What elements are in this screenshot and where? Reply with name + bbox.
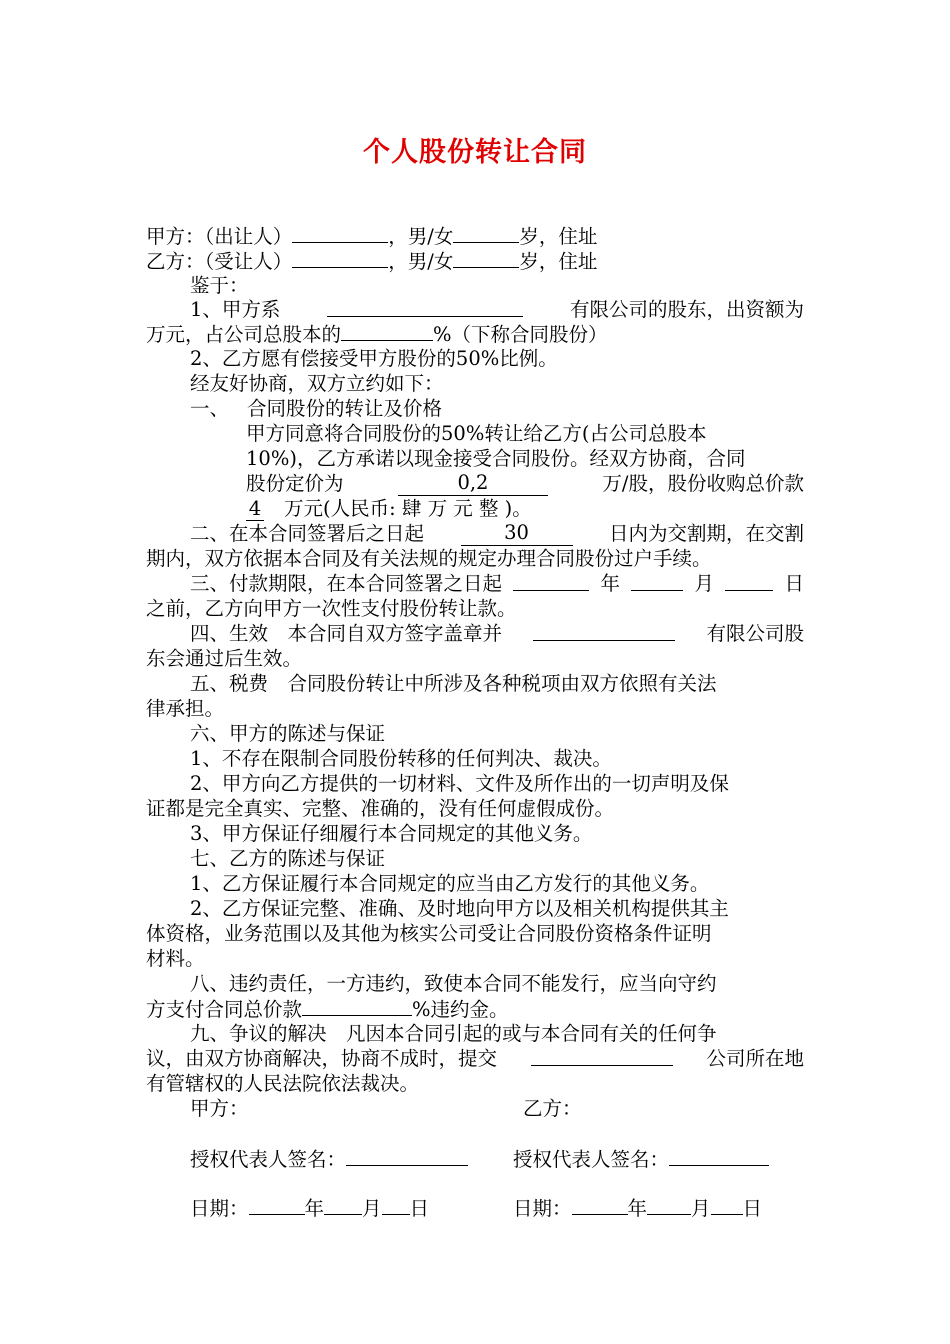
- section-7-point-1: 1、乙方保证履行本合同规定的应当由乙方发行的其他义务。: [190, 872, 710, 895]
- blank-pay-year[interactable]: [513, 572, 589, 591]
- sign-party-a-label: 甲方：: [190, 1097, 249, 1120]
- price-per-share[interactable]: 0,2: [398, 472, 548, 496]
- blank-pay-day[interactable]: [725, 572, 773, 591]
- blank-penalty-percent[interactable]: [302, 997, 412, 1016]
- section-7-title: 七、乙方的陈述与保证: [190, 847, 386, 870]
- section-5-line1: 五、税费 合同股份转让中所涉及各种税项由双方依照有关法: [190, 672, 717, 695]
- section-1-line3: 股份定价为 0,2 万/股，股份收购总价款: [246, 471, 804, 495]
- whereas-heading: 鉴于：: [190, 274, 249, 297]
- section-7-point-2-line1: 2、乙方保证完整、准确、及时地向甲方以及相关机构提供其主: [190, 897, 729, 920]
- section-6-point-2-line2: 证都是完全真实、完整、准确的，没有任何虚假成份。: [146, 797, 615, 820]
- party-b-rep-signature: 授权代表人签名：: [513, 1147, 769, 1172]
- section-6-point-2-line1: 2、甲方向乙方提供的一切材料、文件及所作出的一切声明及保: [190, 772, 729, 795]
- document-title: 个人股份转让合同: [363, 137, 587, 168]
- blank-party-a-year[interactable]: [249, 1196, 305, 1215]
- section-9-line2: 议，由双方协商解决，协商不成时，提交 公司所在地: [146, 1047, 804, 1070]
- section-6-point-1: 1、不存在限制合同股份转移的任何判决、裁决。: [190, 747, 612, 770]
- blank-party-b-age[interactable]: [453, 249, 519, 268]
- blank-share-percent[interactable]: [341, 322, 433, 341]
- section-9-line3: 有管辖权的人民法院依法裁决。: [146, 1072, 420, 1095]
- section-2-line2: 期内，双方依据本合同及有关法规的规定办理合同股份过户手续。: [146, 547, 712, 570]
- section-2-line1: 二、在本合同签署后之日起 30 日内为交割期，在交割: [190, 521, 804, 545]
- section-6-point-3: 3、甲方保证仔细履行本合同规定的其他义务。: [190, 822, 593, 845]
- section-9-line1: 九、争议的解决 凡因本合同引起的或与本合同有关的任何争: [190, 1022, 717, 1045]
- whereas-1-line2: 万元，占公司总股本的 %（下称合同股份）: [146, 323, 608, 346]
- section-1-title: 一、 合同股份的转让及价格: [190, 397, 443, 420]
- whereas-2: 2、乙方愿有偿接受甲方股份的50%比例。: [190, 347, 558, 370]
- blank-company-name[interactable]: [327, 298, 523, 317]
- section-3-line2: 之前，乙方向甲方一次性支付股份转让款。: [146, 597, 517, 620]
- party-a-rep-signature: 授权代表人签名：: [190, 1147, 468, 1172]
- section-4-line1: 四、生效 本合同自双方签字盖章并 有限公司股: [190, 622, 804, 645]
- section-7-point-2-line3: 材料。: [146, 947, 205, 970]
- section-4-line2: 东会通过后生效。: [146, 647, 303, 670]
- section-8-line1: 八、违约责任，一方违约，致使本合同不能发行，应当向守约: [190, 972, 717, 995]
- party-a-line: 甲方：（出让人） ，男/女 岁，住址: [146, 225, 598, 248]
- delivery-days[interactable]: 30: [461, 522, 573, 546]
- whereas-1-line1: 1、甲方系 有限公司的股东，出资额为: [190, 298, 804, 321]
- blank-party-a-day[interactable]: [382, 1196, 410, 1215]
- section-5-line2: 律承担。: [146, 697, 225, 720]
- section-7-point-2-line2: 体资格，业务范围以及其他为核实公司受让合同股份资格条件证明: [146, 922, 712, 945]
- section-3-line1: 三、付款期限，在本合同签署之日起 年 月 日: [190, 572, 804, 595]
- blank-pay-month[interactable]: [631, 572, 683, 591]
- blank-party-b-month[interactable]: [647, 1196, 691, 1215]
- blank-party-b-signature[interactable]: [669, 1147, 769, 1166]
- party-b-date: 日期： 年 月 日: [513, 1197, 763, 1220]
- blank-arbitration-company[interactable]: [531, 1047, 673, 1066]
- agreement-intro: 经友好协商，双方立约如下：: [190, 372, 444, 395]
- party-b-line: 乙方：（受让人） ，男/女 岁，住址: [146, 250, 598, 273]
- blank-party-b-day[interactable]: [711, 1196, 743, 1215]
- blank-party-b-year[interactable]: [572, 1196, 628, 1215]
- section-1-line4: 4 万元(人民币: 肆 万 元 整 )。: [246, 497, 532, 521]
- section-6-title: 六、甲方的陈述与保证: [190, 722, 386, 745]
- section-1-line2: 10%)，乙方承诺以现金接受合同股份。经双方协商，合同: [246, 447, 746, 470]
- blank-party-a-month[interactable]: [324, 1196, 362, 1215]
- party-a-date: 日期： 年 月 日: [190, 1197, 430, 1220]
- section-8-line2: 方支付合同总价款 %违约金。: [146, 998, 509, 1021]
- sign-party-b-label: 乙方：: [523, 1097, 582, 1120]
- blank-party-b-name[interactable]: [292, 249, 388, 268]
- section-1-line1: 甲方同意将合同股份的50%转让给乙方(占公司总股本: [246, 422, 707, 445]
- blank-party-a-signature[interactable]: [346, 1147, 468, 1166]
- total-price[interactable]: 4: [246, 498, 264, 521]
- blank-shareholder-company[interactable]: [533, 622, 675, 641]
- blank-party-a-age[interactable]: [453, 224, 519, 243]
- blank-party-a-name[interactable]: [292, 224, 388, 243]
